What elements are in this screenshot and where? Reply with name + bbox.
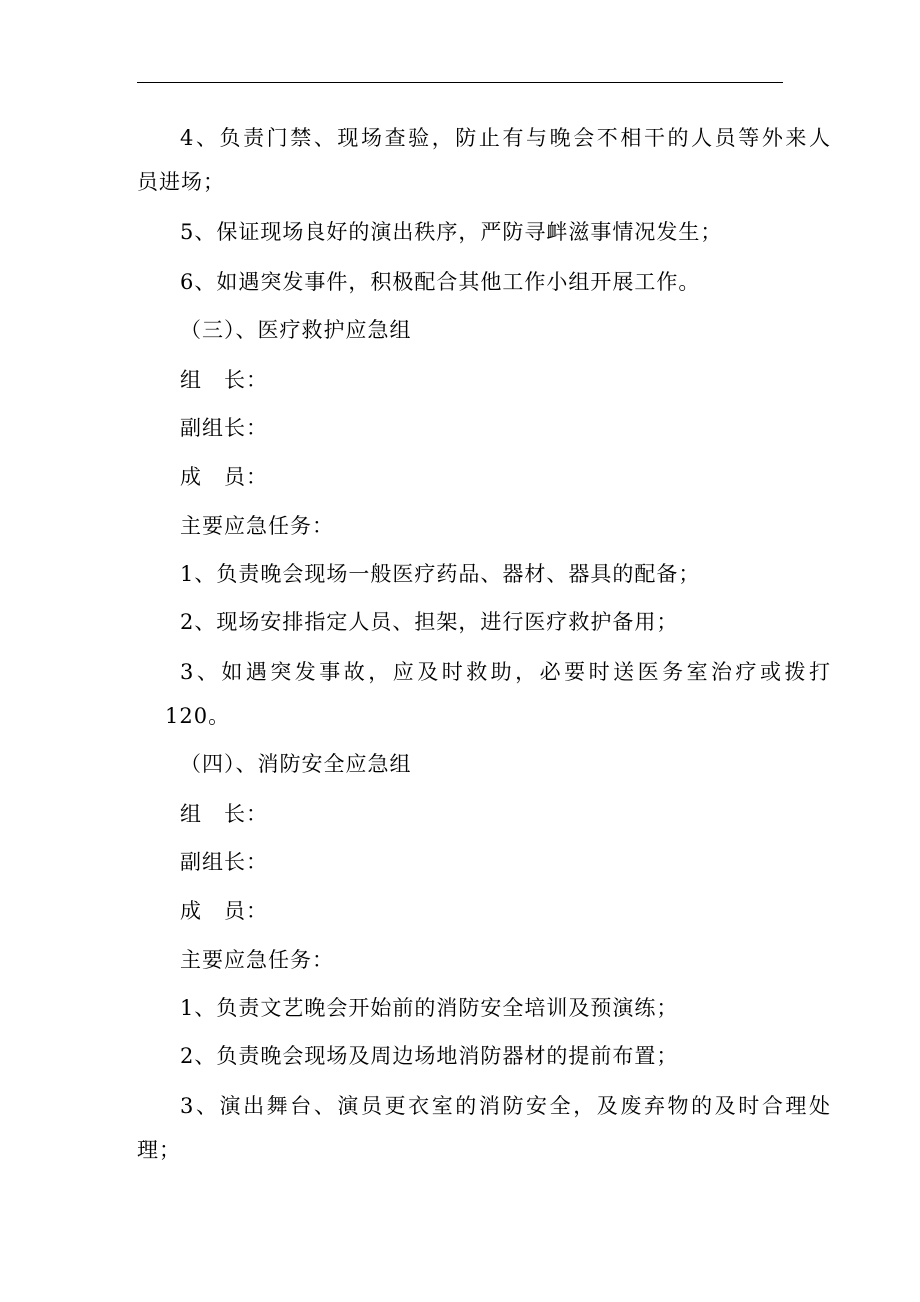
text-line: 成 员：	[180, 465, 268, 489]
text-line: 理；	[137, 1138, 181, 1162]
text-line: 120。	[165, 704, 231, 728]
text-line: 副组长：	[180, 416, 268, 440]
text-line: 主要应急任务：	[180, 514, 334, 538]
header-rule	[137, 82, 783, 83]
text-line: 3、演出舞台、演员更衣室的消防安全，及废弃物的及时合理处	[180, 1094, 830, 1118]
text-line: 员进场；	[137, 170, 225, 194]
section-heading: （三）、医疗救护应急组	[180, 318, 412, 342]
text-line: 6、如遇突发事件，积极配合其他工作小组开展工作。	[180, 270, 701, 294]
text-line: 5、保证现场良好的演出秩序，严防寻衅滋事情况发生；	[180, 220, 723, 244]
text-line: 副组长：	[180, 850, 268, 874]
text-line: 4、负责门禁、现场查验，防止有与晚会不相干的人员等外来人	[180, 126, 830, 150]
section-heading: （四）、消防安全应急组	[180, 752, 412, 776]
text-line: 1、负责晚会现场一般医疗药品、器材、器具的配备；	[180, 562, 701, 586]
text-line: 1、负责文艺晚会开始前的消防安全培训及预演练；	[180, 996, 679, 1020]
text-line: 2、现场安排指定人员、担架，进行医疗救护备用；	[180, 610, 679, 634]
text-line: 组 长：	[180, 368, 268, 392]
text-line: 组 长：	[180, 802, 268, 826]
text-line: 主要应急任务：	[180, 948, 334, 972]
text-line: 成 员：	[180, 899, 268, 923]
text-line: 2、负责晚会现场及周边场地消防器材的提前布置；	[180, 1044, 679, 1068]
text-line: 3、如遇突发事故，应及时救助，必要时送医务室治疗或拨打	[180, 660, 830, 684]
